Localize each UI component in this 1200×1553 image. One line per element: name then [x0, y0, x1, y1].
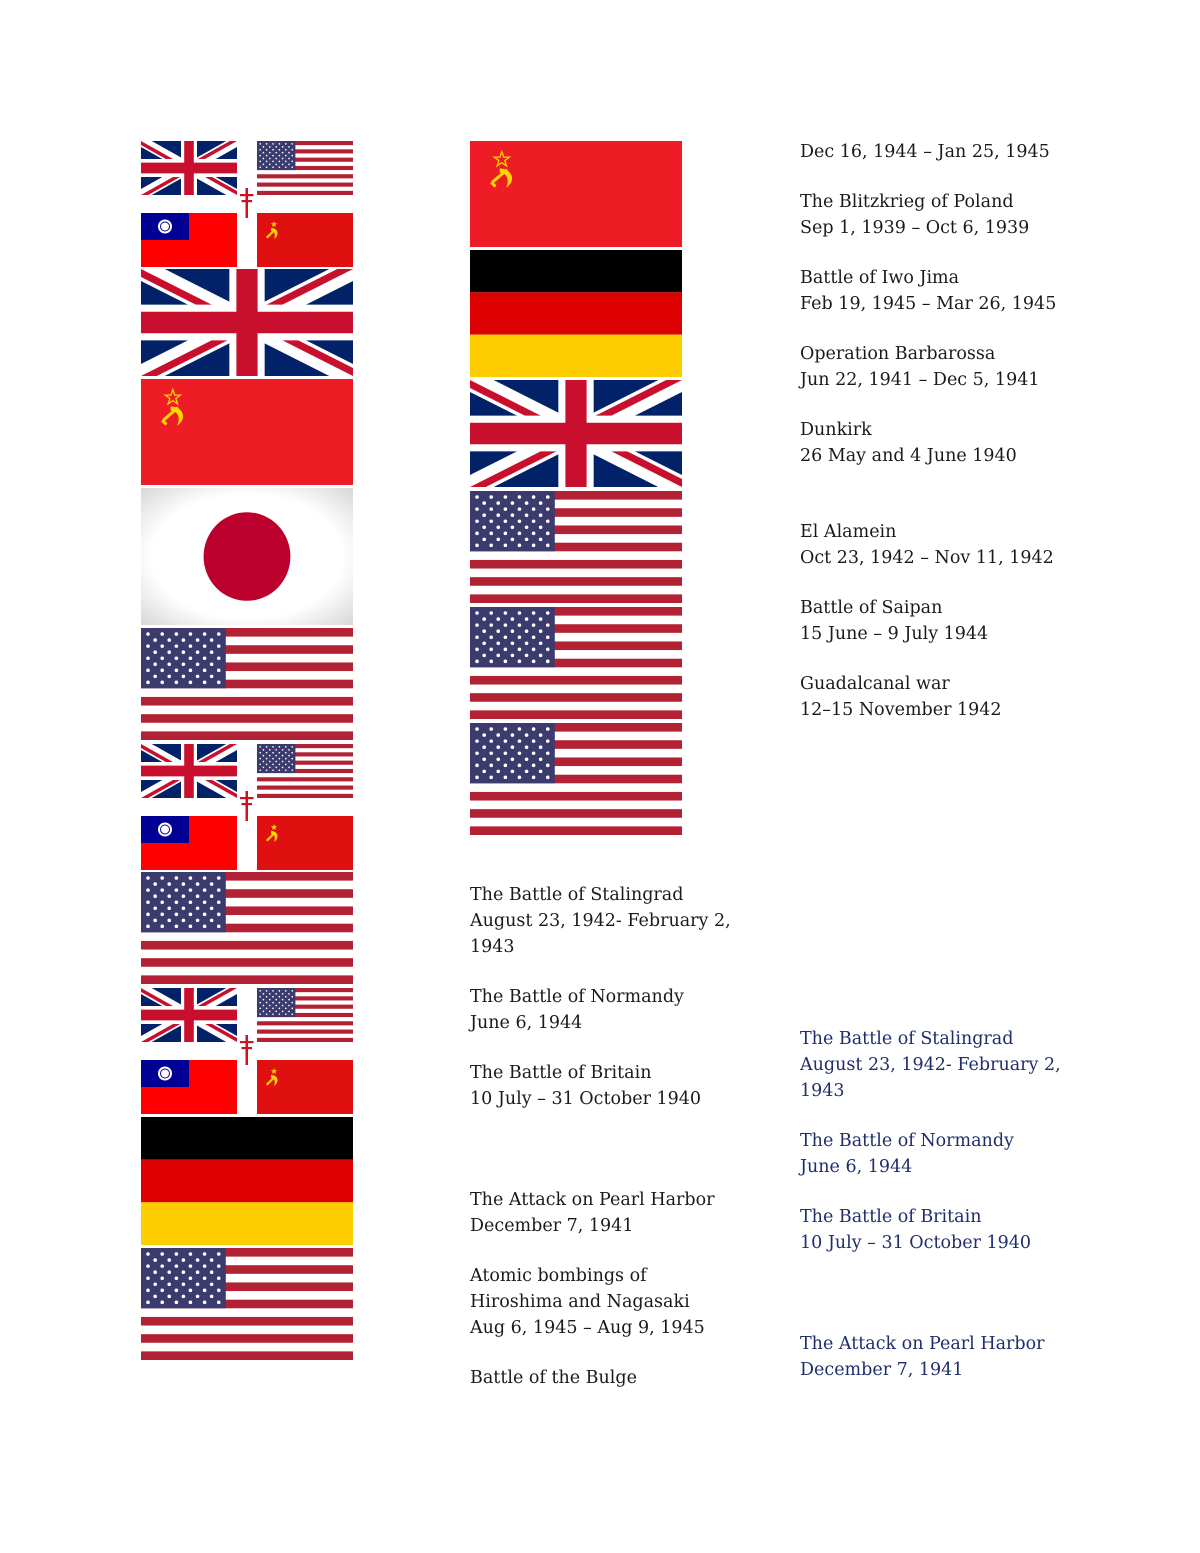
- battle-dates: 12–15 November 1942: [800, 700, 1002, 720]
- usa-flag: [141, 872, 353, 984]
- battle-dates: Oct 23, 1942 – Nov 11, 1942: [800, 548, 1054, 568]
- battle-title: Guadalcanal war: [800, 674, 950, 694]
- battle-title: Battle of Iwo Jima: [800, 268, 960, 288]
- battle-dates: 26 May and 4 June 1940: [800, 446, 1017, 466]
- battle-dates: Aug 6, 1945 – Aug 9, 1945: [470, 1318, 705, 1338]
- battle-entry: [470, 1187, 735, 1239]
- battle-entry: [800, 139, 1065, 165]
- battle-title: El Alamein: [800, 522, 897, 542]
- germany-flag: [141, 1117, 353, 1245]
- japan-flag: [141, 488, 353, 625]
- germany-flag: [470, 250, 682, 377]
- battle-dates: Dec 16, 1944 – Jan 25, 1945: [800, 142, 1050, 162]
- battle-title: The Battle of Britain: [470, 1063, 652, 1083]
- battle-dates: 15 June – 9 July 1944: [800, 624, 989, 644]
- battle-entry: [470, 984, 735, 1036]
- battle-dates: Jun 22, 1941 – Dec 5, 1941: [800, 370, 1040, 390]
- battle-dates: December 7, 1941: [800, 1360, 964, 1380]
- battle-entry: [800, 671, 1065, 723]
- battle-entry: [470, 1365, 735, 1391]
- battle-entry: [800, 1331, 1065, 1383]
- battle-title: The Battle of Britain: [800, 1207, 982, 1227]
- battle-title: Dunkirk: [800, 420, 872, 440]
- battle-entry: [470, 1263, 710, 1341]
- battle-entry: [800, 341, 1065, 393]
- usa-flag: [470, 723, 682, 835]
- battle-entry: [800, 265, 1065, 317]
- battle-entry: [800, 1204, 1065, 1256]
- battle-dates: June 6, 1944: [470, 1013, 583, 1033]
- battle-entry: [470, 1060, 735, 1112]
- soviet-flag: [470, 141, 682, 247]
- union-jack-flag: [141, 269, 353, 376]
- battle-title: The Battle of Normandy: [800, 1131, 1014, 1151]
- battle-dates: August 23, 1942- February 2, 1943: [470, 911, 731, 957]
- allies-composite-flag: [141, 744, 353, 870]
- battle-list-right-top: [800, 139, 1065, 723]
- battle-dates: Sep 1, 1939 – Oct 6, 1939: [800, 218, 1030, 238]
- allies-composite-flag: [141, 988, 353, 1114]
- usa-flag: [141, 628, 353, 740]
- battle-entry: [800, 595, 1065, 647]
- battle-list-middle: [470, 882, 735, 1391]
- battle-dates: 10 July – 31 October 1940: [800, 1233, 1032, 1253]
- battle-entry: [800, 417, 1065, 469]
- battle-title: The Attack on Pearl Harbor: [470, 1190, 715, 1210]
- battle-entry: [470, 882, 735, 960]
- battle-dates: June 6, 1944: [800, 1157, 913, 1177]
- battle-title: The Battle of Stalingrad: [470, 885, 684, 905]
- battle-entry: [800, 1128, 1065, 1180]
- usa-flag: [470, 607, 682, 719]
- battle-title: Battle of Saipan: [800, 598, 943, 618]
- battle-title: The Battle of Stalingrad: [800, 1029, 1014, 1049]
- battle-dates: August 23, 1942- February 2, 1943: [800, 1055, 1061, 1101]
- battle-title: Battle of the Bulge: [470, 1368, 637, 1388]
- battle-dates: 10 July – 31 October 1940: [470, 1089, 702, 1109]
- soviet-flag: [141, 379, 353, 485]
- battle-title: The Blitzkrieg of Poland: [800, 192, 1014, 212]
- usa-flag: [470, 491, 682, 603]
- battle-title: Operation Barbarossa: [800, 344, 996, 364]
- battle-title: Atomic bombings of Hiroshima and Nagasaki: [470, 1266, 690, 1312]
- battle-entry: [800, 519, 1065, 571]
- battle-entry: [800, 1026, 1065, 1104]
- battle-title: The Attack on Pearl Harbor: [800, 1334, 1045, 1354]
- union-jack-flag: [470, 380, 682, 487]
- battle-entry: [800, 189, 1065, 241]
- battle-list-right-bottom: [800, 1026, 1065, 1383]
- allies-composite-flag: [141, 141, 353, 267]
- battle-title: The Battle of Normandy: [470, 987, 684, 1007]
- usa-flag: [141, 1248, 353, 1360]
- battle-dates: Feb 19, 1945 – Mar 26, 1945: [800, 294, 1057, 314]
- battle-dates: December 7, 1941: [470, 1216, 634, 1236]
